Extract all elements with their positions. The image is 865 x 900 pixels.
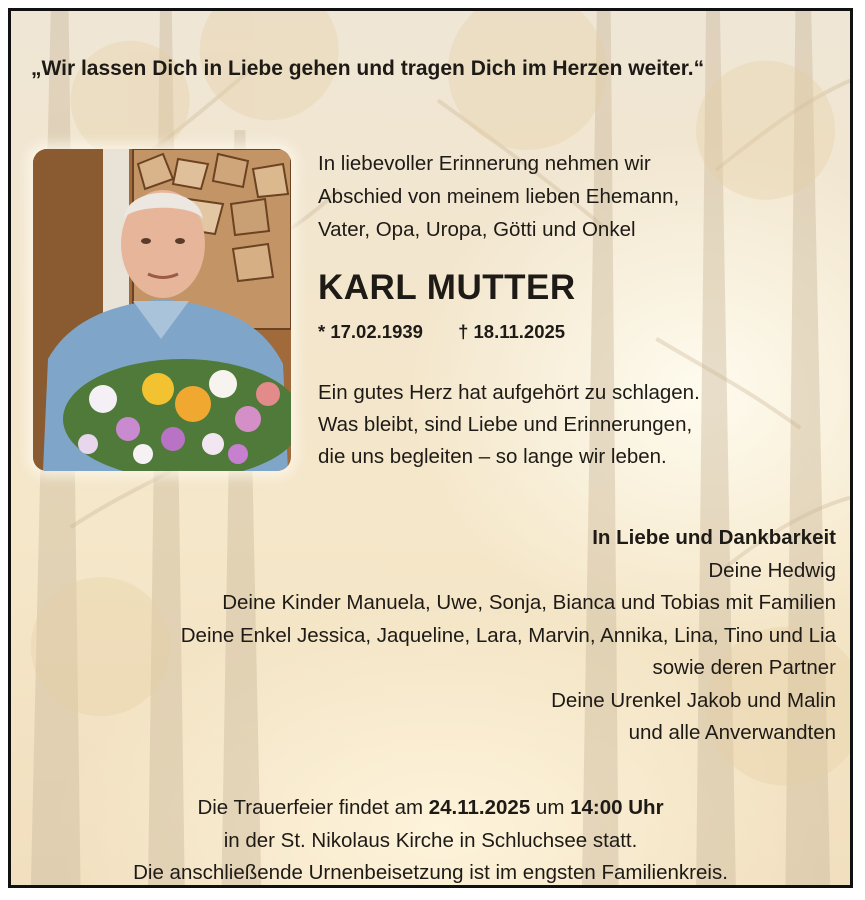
funeral-prefix: Die Trauerfeier findet am	[197, 796, 429, 819]
family-heading: In Liebe und Dankbarkeit	[592, 526, 836, 549]
funeral-info	[11, 792, 850, 888]
funeral-date: 24.11.2025	[428, 796, 531, 819]
family-line: Deine Urenkel Jakob und Malin	[551, 688, 836, 712]
verse-line: Ein gutes Herz hat aufgehört zu schlagen.	[318, 381, 700, 404]
memorial-quote: „Wir lassen Dich in Liebe gehen und tragen Dich im Herzen weiter.“	[31, 57, 705, 80]
family-line: Deine Hedwig	[708, 558, 836, 582]
funeral-time: 14:00 Uhr	[570, 796, 664, 819]
birth-date: * 17.02.1939	[318, 321, 423, 342]
family-line: sowie deren Partner	[652, 656, 836, 679]
portrait-photo	[33, 149, 291, 471]
intro-line: Vater, Opa, Uropa, Götti und Onkel	[318, 218, 636, 241]
funeral-line-2: in der St. Nikolaus Kirche in Schluchsee statt.	[223, 828, 638, 852]
family-line: und alle Anverwandten	[628, 721, 836, 744]
funeral-line-1	[11, 792, 850, 825]
verse-line: die uns begleiten – so lange wir leben.	[318, 445, 667, 468]
funeral-mid: um	[530, 796, 571, 819]
obituary-card	[8, 8, 853, 888]
life-dates	[318, 321, 565, 343]
funeral-line-3: Die anschließende Urnenbeisetzung ist im engsten Familienkreis.	[133, 861, 728, 884]
deceased-name: KARL MUTTER	[318, 268, 576, 307]
intro-text	[318, 147, 798, 246]
intro-line: Abschied von meinem lieben Ehemann,	[318, 185, 680, 208]
memorial-verse	[318, 377, 798, 473]
family-signatures	[76, 522, 836, 750]
family-line: Deine Enkel Jessica, Jaqueline, Lara, Marvin, Annika, Lina, Tino und Lia	[180, 623, 836, 647]
family-line: Deine Kinder Manuela, Uwe, Sonja, Bianca und Tobias mit Familien	[222, 591, 836, 614]
intro-line: In liebevoller Erinnerung nehmen wir	[318, 152, 651, 175]
death-date: † 18.11.2025	[458, 321, 566, 342]
verse-line: Was bleibt, sind Liebe und Erinnerungen,	[318, 413, 693, 436]
